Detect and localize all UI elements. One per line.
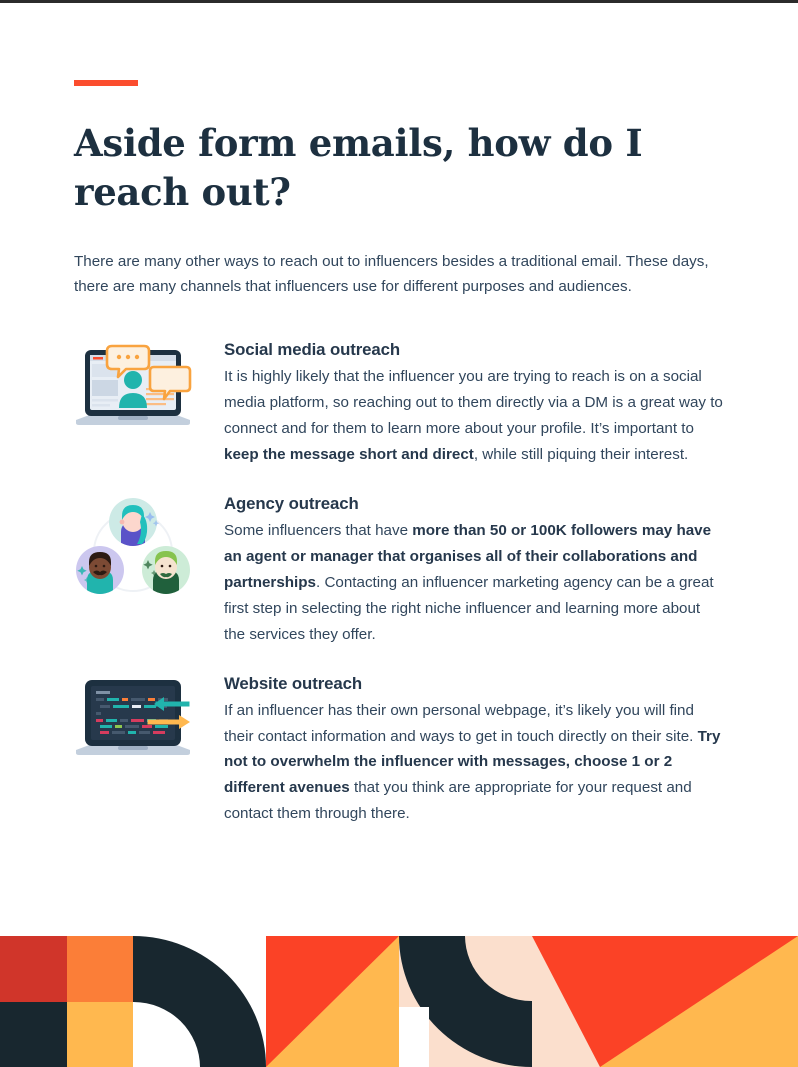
decorative-geometric-footer-band bbox=[0, 936, 798, 1067]
laptop-code-arrows-icon bbox=[74, 674, 224, 765]
section-text-bold-1: Try not to overwhelm the influencer with messages, choose 1 or 2 different avenues bbox=[224, 727, 721, 797]
section-text-bold-1: keep the message short and direct bbox=[224, 445, 474, 463]
page-content bbox=[0, 3, 798, 936]
intro-paragraph: There are many other ways to reach out to influencers besides a traditional email. These days, there are many channels that influencers use for different purposes and audiences. bbox=[74, 253, 709, 296]
section-paragraph bbox=[224, 698, 724, 828]
pattern-square-red bbox=[0, 936, 67, 1002]
section-body bbox=[224, 340, 724, 468]
section-paragraph bbox=[224, 518, 724, 648]
section-text-part-1: It is highly likely that the influencer you are trying to reach is on a social media platform, so reaching out to them directly via a DM is a great way to connect and for them to learn more about your profile. It’s important to bbox=[224, 367, 723, 437]
pattern-cell-navy-arc-left bbox=[133, 936, 266, 1067]
pattern-square-light-orange bbox=[67, 1002, 134, 1067]
pattern-triangle-red-wedge bbox=[532, 936, 600, 1067]
pattern-square-navy bbox=[0, 1002, 67, 1067]
pattern-triangle-red bbox=[266, 936, 399, 1067]
section-text-part-1: If an influencer has their own personal webpage, it’s likely you will find their contact information and ways to get in touch directly on their site. bbox=[224, 701, 698, 745]
section-text-part-2: that you think are appropriate for your request and contact them through there. bbox=[224, 779, 692, 823]
three-avatars-icon bbox=[74, 494, 224, 605]
pattern-cell-diagonal-square bbox=[266, 936, 399, 1067]
section-body bbox=[224, 674, 724, 828]
pattern-triangle-red-large bbox=[600, 936, 798, 1067]
section-text-bold-1: more than 50 or 100K followers may have an agent or manager that organises all of their collaborations and partnerships bbox=[224, 521, 712, 591]
section-website-outreach bbox=[74, 674, 724, 828]
pattern-arc-white-corner bbox=[399, 1007, 429, 1067]
accent-rule bbox=[74, 80, 138, 86]
section-text-part-2: . Contacting an influencer marketing agency can be a great first step in selecting the right niche influencer and learning more about the services they offer. bbox=[224, 573, 714, 643]
pattern-cell-four-squares bbox=[0, 936, 133, 1067]
pattern-cell-orange-red-triangle bbox=[600, 936, 798, 1067]
laptop-chat-icon bbox=[74, 340, 224, 433]
pattern-cell-navy-arc-on-peach bbox=[399, 936, 532, 1067]
pattern-cell-peach-wedge bbox=[532, 936, 600, 1067]
pattern-square-orange bbox=[67, 936, 134, 1002]
section-text-part-2: , while still piquing their interest. bbox=[473, 445, 689, 463]
section-social-media-outreach bbox=[74, 340, 724, 468]
page-title: Aside form emails, how do I reach out? bbox=[74, 121, 643, 215]
section-title: Social media outreach bbox=[224, 339, 401, 359]
section-text-part-1: Some influencers that have bbox=[224, 521, 413, 539]
section-body bbox=[224, 494, 724, 648]
section-title: Agency outreach bbox=[224, 493, 359, 513]
sections-list bbox=[74, 340, 724, 828]
section-agency-outreach bbox=[74, 494, 724, 648]
section-title: Website outreach bbox=[224, 673, 362, 693]
section-paragraph bbox=[224, 364, 724, 468]
